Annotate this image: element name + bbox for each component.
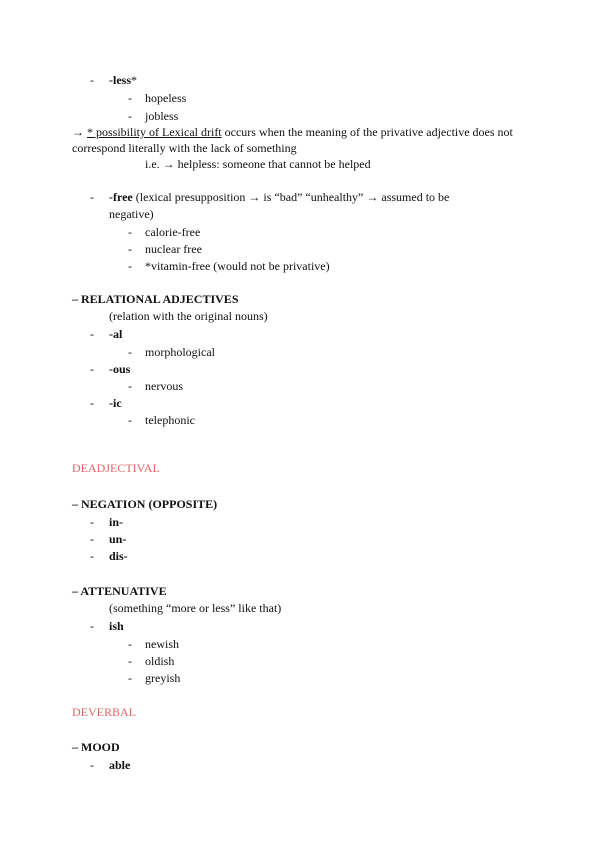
example-morphological: morphological [145,345,215,359]
bullet-hopeless: - [128,91,132,105]
example-greyish: greyish [145,671,181,685]
example-nuclear-free: nuclear free [145,242,202,256]
arrow-icon: → [72,125,84,139]
bullet-nuclear: - [128,242,132,256]
bullet-nervous: - [128,379,132,393]
prefix-in: in- [109,515,124,529]
example-hopeless: hopeless [145,91,187,105]
bullet-greyish: - [128,671,132,685]
bullet-dis: - [90,549,94,563]
bullet-morphological: - [128,345,132,359]
suffix-less: -less* [109,73,137,87]
suffix-ic: -ic [109,396,122,410]
free-desc-1: (lexical presupposition → is “bad” “unhealthy” → assumed to be [132,190,450,204]
prefix-dis: dis- [109,549,128,563]
bullet-calorie: - [128,225,132,239]
bullet-vitamin: - [128,259,132,273]
example-oldish: oldish [145,654,175,668]
bullet-telephonic: - [128,413,132,427]
bullet-newish: - [128,637,132,651]
drift-rest: occurs when the meaning of the privative adjective does not [221,125,513,139]
bullet-jobless: - [128,109,132,123]
bullet-ous: - [90,362,94,376]
bullet-oldish: - [128,654,132,668]
heading-relational: – RELATIONAL ADJECTIVES [72,292,239,306]
suffix-ish: ish [109,619,124,633]
example-nervous: nervous [145,379,183,393]
attenuative-note: (something “more or less” like that) [109,601,282,615]
example-jobless: jobless [145,109,179,123]
drift-line-2: correspond literally with the lack of something [72,141,297,155]
section-deadjectival: DEADJECTIVAL [72,461,160,475]
bullet-free: - [90,190,94,204]
suffix-ous: -ous [109,362,131,376]
suffix-free: -free [109,190,133,204]
drift-line-1 [72,125,513,139]
example-telephonic: telephonic [145,413,195,427]
prefix-un: un- [109,532,127,546]
bullet-un: - [90,532,94,546]
suffix-al: -al [109,327,123,341]
drift-lead: * possibility of Lexical drift [87,125,222,139]
heading-negation: – NEGATION (OPPOSITE) [72,497,218,511]
drift-example: i.e. → helpless: someone that cannot be helped [145,157,371,171]
relational-note: (relation with the original nouns) [109,309,268,323]
bullet-less: - [90,73,94,87]
example-calorie-free: calorie-free [145,225,201,239]
bullet-able: - [90,758,94,772]
bullet-al: - [90,327,94,341]
free-desc-2: negative) [109,207,154,221]
suffix-free-line [109,190,449,204]
bullet-in: - [90,515,94,529]
suffix-able: able [109,758,131,772]
example-vitamin-free: *vitamin-free (would not be privative) [145,259,330,273]
heading-mood: – MOOD [72,740,120,754]
section-deverbal: DEVERBAL [72,705,136,719]
heading-attenuative: – ATTENUATIVE [72,584,167,598]
bullet-ish: - [90,619,94,633]
bullet-ic: - [90,396,94,410]
example-newish: newish [145,637,179,651]
